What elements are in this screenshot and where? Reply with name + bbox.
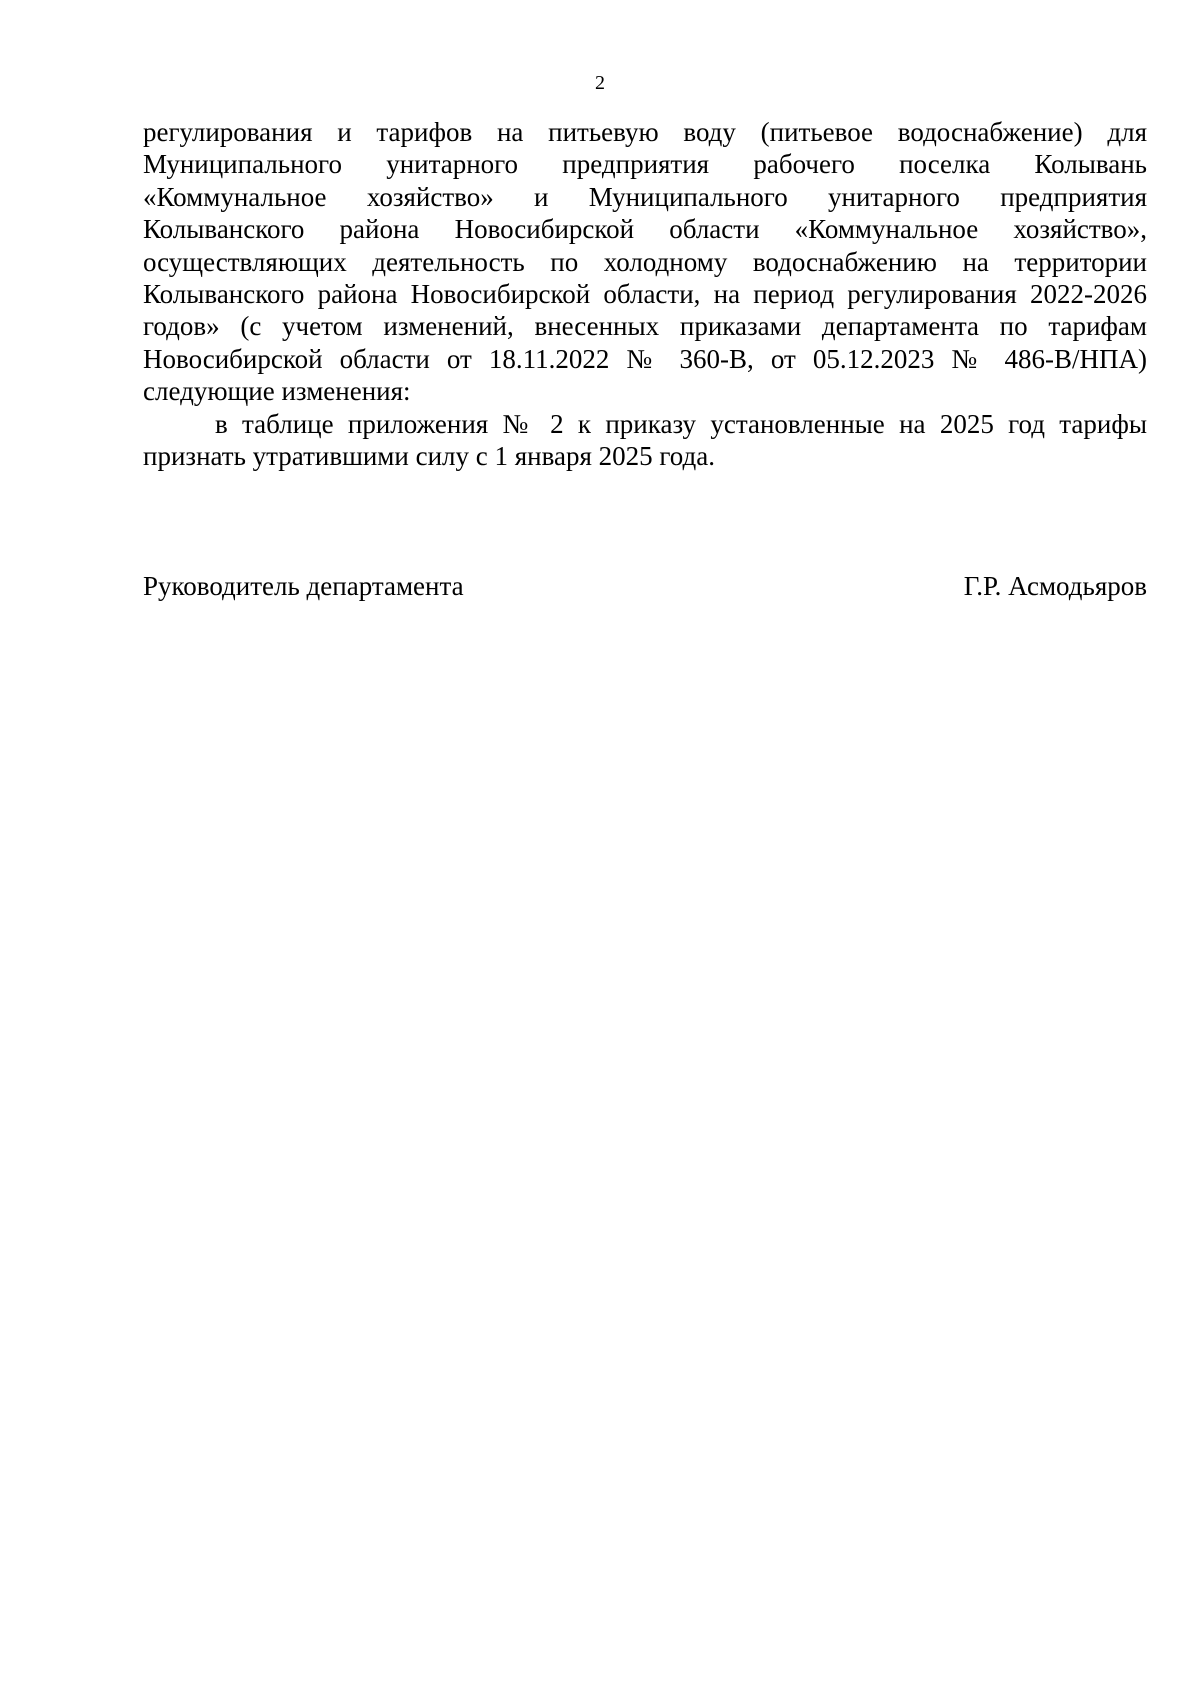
paragraph-change: в таблице приложения № 2 к приказу установленные на 2025 год тарифы признать утратившими силу с 1 января 2025 года. — [143, 408, 1147, 472]
page-number: 2 — [595, 72, 605, 94]
signatory-name: Г.Р. Асмодьяров — [963, 571, 1147, 601]
signatory-position: Руководитель департамента — [143, 571, 464, 601]
paragraph-continued: регулирования и тарифов на питьевую воду (питьевое водоснабжение) для Муниципального унитарного предприятия рабочего поселка Колывань «Коммунальное хозяйство» и Муниципального унитарного предприятия Колыванского района Новосибирской области «Коммунальное хозяйство», осуществляющих деятельность по холодному водоснабжению на территории Колыванского района Новосибирской области, на период регулирования 2022-2026 годов» (с учетом изменений, внесенных приказами департамента по тарифам Новосибирской области от 18.11.2022 № 360-В, от 05.12.2023 № 486-В/НПА) следующие изменения: — [143, 117, 1147, 407]
signature-block — [143, 570, 1147, 602]
document-body — [143, 116, 1147, 472]
